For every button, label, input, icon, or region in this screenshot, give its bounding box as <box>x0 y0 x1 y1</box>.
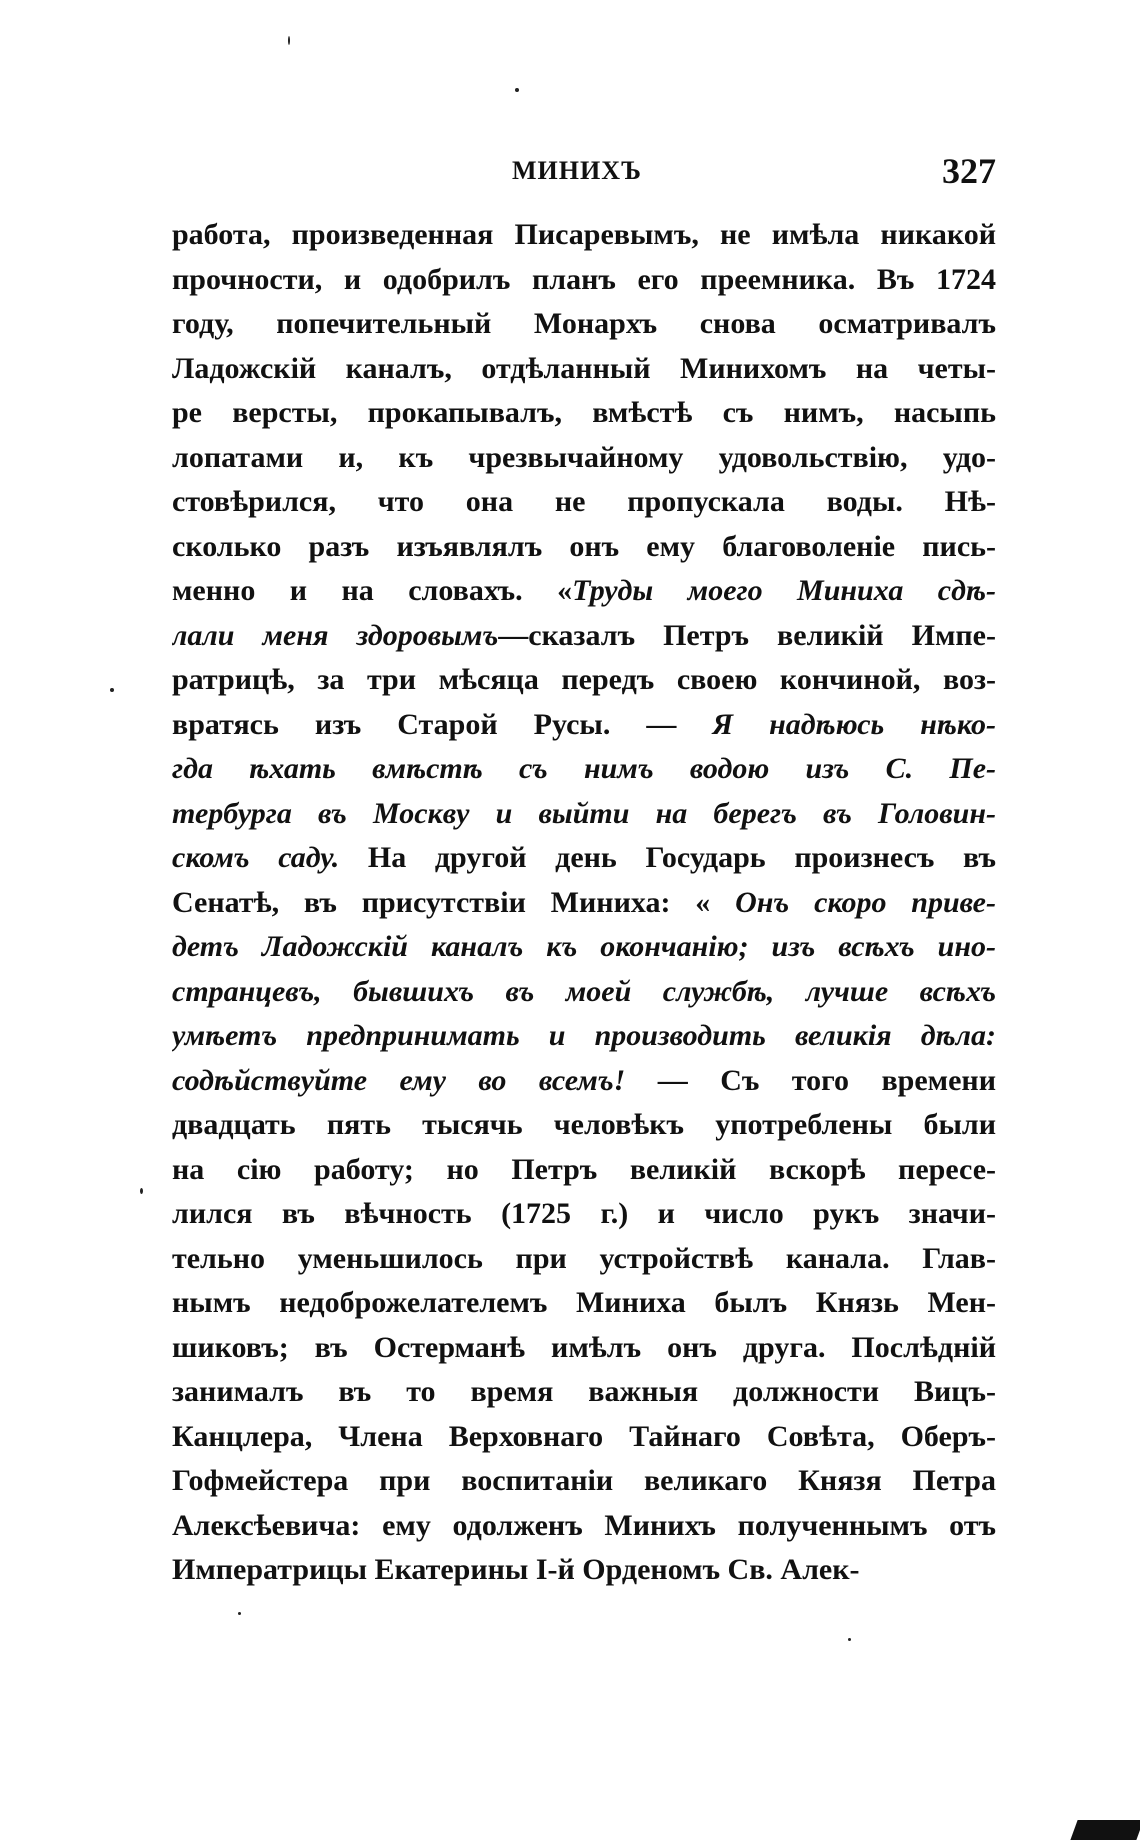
text-segment: ре версты, прокапывалъ, вмѣстѣ съ нимъ, насыпь <box>172 396 996 429</box>
text-line <box>172 614 996 659</box>
text-line <box>172 569 996 614</box>
text-segment: лопатами и, къ чрезвычайному удовольствію, удо- <box>172 440 996 474</box>
ink-speck <box>848 1638 851 1641</box>
text-segment: двадцать пять тысячь человѣкъ употреблены были <box>172 1108 996 1141</box>
italic-quote-segment: Онъ скоро приве- <box>735 885 996 919</box>
text-segment: шиковъ; въ Остерманѣ имѣлъ онъ друга. Послѣдній <box>172 1330 996 1364</box>
text-line <box>172 747 996 792</box>
italic-quote-segment: лали меня здоровымъ <box>172 618 499 652</box>
text-segment: сколько разъ изъявлялъ онъ ему благоволеніе пись- <box>172 529 996 563</box>
text-line <box>172 658 996 703</box>
text-segment: Ладожскій каналъ, отдѣланный Минихомъ на четы- <box>172 351 996 385</box>
text-segment: ратрицѣ, за три мѣсяца передъ своею кончиной, воз- <box>172 663 996 696</box>
running-title: МИНИХЪ <box>512 156 642 185</box>
body-text <box>172 213 996 1593</box>
ink-speck <box>515 88 519 92</box>
text-line <box>172 1415 996 1460</box>
text-line <box>172 480 996 525</box>
text-segment: на сію работу; но Петръ великій вскорѣ пересе- <box>172 1152 996 1186</box>
text-line <box>172 836 996 881</box>
italic-quote-segment: Я надѣюсь нѣко- <box>712 707 996 741</box>
text-line <box>172 1192 996 1237</box>
italic-quote-segment: тербурга въ Москву и выйти на берегъ въ Головин- <box>172 796 996 830</box>
italic-quote-segment: содѣйствуйте ему во всемъ! <box>172 1063 626 1097</box>
text-segment: тельно уменьшилось при устройствѣ канала. Глав- <box>172 1241 996 1275</box>
text-line <box>172 391 996 436</box>
text-segment: лился въ вѣчность (1725 г.) и число рукъ значи- <box>172 1197 996 1230</box>
ink-speck <box>110 688 114 692</box>
text-line <box>172 1281 996 1326</box>
text-segment: прочности, и одобрилъ планъ его преемника. Въ 1724 <box>172 262 996 296</box>
text-segment: Императрицы Екатерины I-й Орденомъ Св. Алек- <box>172 1553 860 1586</box>
italic-quote-segment: детъ Ладожскій каналъ къ окончанію; изъ всѣхъ ино- <box>172 930 996 963</box>
text-segment: На другой день Государь произнесъ въ <box>339 841 996 874</box>
text-line <box>172 1459 996 1504</box>
text-line <box>172 1370 996 1415</box>
text-line <box>172 213 996 258</box>
text-segment: — Съ того времени <box>625 1063 996 1097</box>
text-segment: году, попечительный Монархъ снова осматривалъ <box>172 307 996 340</box>
text-segment: Сенатѣ, въ присутствіи Миниха: « <box>172 885 736 919</box>
ink-speck <box>288 36 290 45</box>
text-line <box>172 436 996 481</box>
italic-quote-segment: Труды моего Миниха сдѣ- <box>572 574 996 607</box>
text-segment: Алексѣевича: ему одолженъ Минихъ полученнымъ отъ <box>172 1508 996 1542</box>
text-segment: Канцлера, Члена Верховнаго Тайнаго Совѣта, Оберъ- <box>172 1419 996 1453</box>
text-line <box>172 258 996 303</box>
ink-speck <box>140 1188 143 1194</box>
text-segment: занималъ въ то время важныя должности Вицъ- <box>172 1375 996 1408</box>
scan-corner-mark <box>1070 1820 1140 1840</box>
text-line <box>172 1059 996 1104</box>
text-segment: Гофмейстера при воспитаніи великаго Князя Петра <box>172 1464 996 1497</box>
italic-quote-segment: странцевъ, бывшихъ въ моей службѣ, лучше всѣхъ <box>172 974 996 1008</box>
text-line <box>172 792 996 837</box>
text-segment: нымъ недоброжелателемъ Миниха былъ Князь Мен- <box>172 1286 996 1319</box>
text-line <box>172 1326 996 1371</box>
italic-quote-segment: умѣетъ предпринимать и производить великія дѣла: <box>172 1019 996 1052</box>
text-line <box>172 1504 996 1549</box>
text-segment: стовѣрился, что она не пропускала воды. Нѣ- <box>172 485 996 518</box>
text-segment: работа, произведенная Писаревымъ, не имѣла никакой <box>172 218 996 251</box>
italic-quote-segment: гда ѣхать вмѣстѣ съ нимъ водою изъ С. Пе- <box>172 752 996 785</box>
text-line <box>172 1548 996 1593</box>
text-line <box>172 1014 996 1059</box>
italic-quote-segment: скомъ саду. <box>172 841 340 874</box>
text-segment: менно и на словахъ. « <box>172 574 573 607</box>
text-line <box>172 925 996 970</box>
text-line <box>172 525 996 570</box>
ink-speck <box>238 1612 241 1615</box>
text-line <box>172 1103 996 1148</box>
text-segment: —сказалъ Петръ великій Импе- <box>498 618 996 652</box>
text-line <box>172 970 996 1015</box>
text-segment: вратясь изъ Старой Русы. — <box>172 707 713 741</box>
running-head <box>172 150 996 196</box>
text-line <box>172 347 996 392</box>
text-line <box>172 1237 996 1282</box>
text-line <box>172 881 996 926</box>
text-line <box>172 302 996 347</box>
page-number: 327 <box>942 151 996 191</box>
text-line <box>172 1148 996 1193</box>
text-line <box>172 703 996 748</box>
